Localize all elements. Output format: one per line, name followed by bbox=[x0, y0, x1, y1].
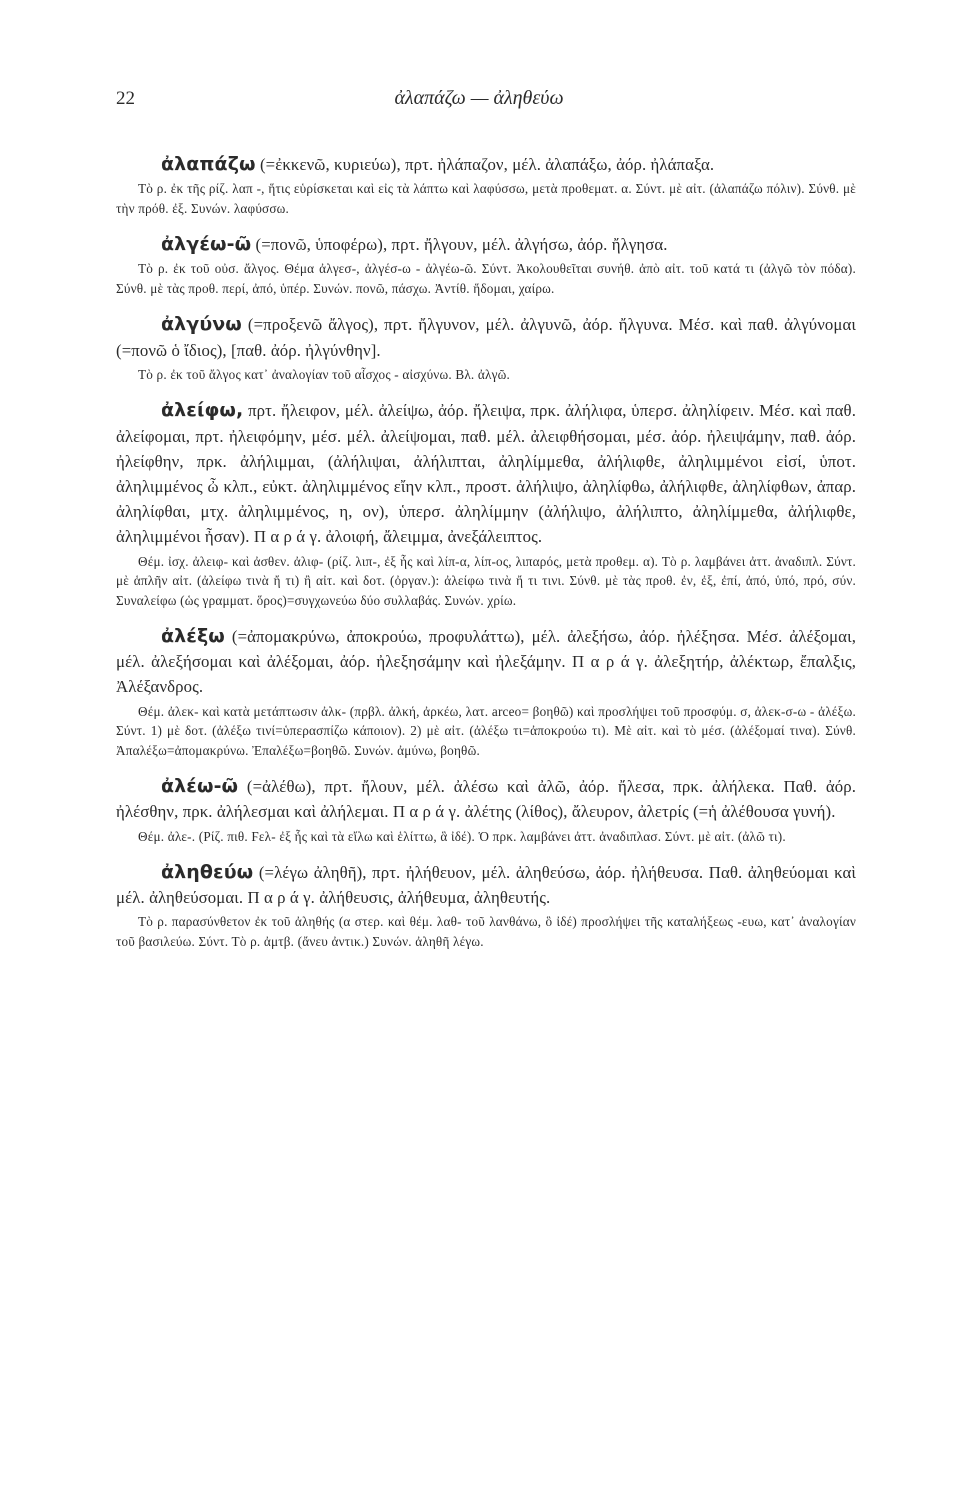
entry-grammar: (=πονῶ, ὑποφέρω), πρτ. ἤλγουν, μέλ. ἀλγήσω, ἀόρ. ἤλγησα. bbox=[251, 235, 668, 255]
entry-grammar: (=λέγω ἀληθῆ), πρτ. ἠλήθευον, μέλ. ἀληθεύσω, ἀόρ. ἠλήθευσα. Παθ. ἀληθεύομαι καὶ μέλ. ἀληθεύσομαι. Π α ρ ά γ. ἀλήθευσις, ἀλήθευμα, ἀληθευτής. bbox=[116, 863, 856, 908]
entry-definition bbox=[116, 624, 856, 700]
entry-definition bbox=[116, 232, 856, 257]
dictionary-entry bbox=[116, 860, 856, 951]
entry-headword: ἀληθεύω bbox=[161, 861, 254, 884]
dictionary-entry bbox=[116, 774, 856, 846]
entry-list bbox=[116, 152, 856, 965]
entry-etymology-note: Τὸ ρ. ἐκ τοῦ οὐσ. ἄλγος. Θέμα ἀλγεσ-, ἀλγέσ-ω - ἀλγέω-ῶ. Σύντ. Ἀκολουθεῖται συνήθ. ἀπὸ αἰτ. τοῦ κατά τι (ἀλγῶ τὸν πόδα). Σύνθ. μὲ τὰς προθ. περί, ἀπό, ὑπέρ. Συνών. πονῶ, πάσχω. Ἀντίθ. ἥδομαι, χαίρω. bbox=[116, 261, 856, 296]
entry-etymology-note: Θέμ. ἀλε-. (Ρίζ. πιθ. Ϝελ- ἐξ ἧς καὶ τὰ εἴλω καὶ ἑλίττω, ἃ ἰδέ). Ὁ πρκ. λαμβάνει ἀττ. ἀναδιπλασ. Σύντ. μὲ αἰτ. (ἀλῶ τι). bbox=[138, 828, 786, 844]
entry-grammar: (=ἐκκενῶ, κυριεύω), πρτ. ἠλάπαζον, μέλ. ἀλαπάξω, ἀόρ. ἠλάπαξα. bbox=[255, 155, 715, 174]
entry-headword: ἀλγέω-ῶ bbox=[161, 233, 252, 256]
page-number: 22 bbox=[116, 88, 135, 109]
entry-grammar: (=ἀλέθω), πρτ. ἤλουν, μέλ. ἀλέσω καὶ ἀλῶ, ἀόρ. ἤλεσα, πρκ. ἀλήλεκα. Παθ. ἀόρ. ἠλέσθην, πρκ. ἀλήλεσμαι καὶ ἀλήλεμαι. Π α ρ ά γ. ἀλέτης (λίθος), ἄλευρον, ἀλετρίς (=ἡ ἀλέθουσα γυνή). bbox=[116, 777, 856, 822]
entry-definition bbox=[116, 398, 856, 549]
entry-etymology-note: Τὸ ρ. ἐκ τοῦ ἄλγος κατ᾽ ἀναλογίαν τοῦ αἶσχος - αἰσχύνω. Βλ. ἀλγῶ. bbox=[138, 366, 511, 382]
entry-etymology-note: Τὸ ρ. παρασύνθετον ἐκ τοῦ ἀληθής (α στερ. καὶ θέμ. λαθ- τοῦ λανθάνω, ὃ ἰδέ) προσλήψει τῆς καταλήξεως -ευω, κατ᾽ ἀναλογίαν τοῦ βασιλεύω. Σύντ. Τὸ ρ. ἀμτβ. (ἄνευ ἀντικ.) Συνών. ἀληθῆ λέγω. bbox=[116, 914, 856, 949]
entry-headword: ἀλαπάζω bbox=[161, 153, 256, 175]
dictionary-entry bbox=[116, 312, 856, 384]
running-head: ἀλαπάζω — ἀληθεύω bbox=[394, 87, 564, 109]
dictionary-entry bbox=[116, 398, 856, 610]
entry-grammar: (=προξενῶ ἄλγος), πρτ. ἤλγυνον, μέλ. ἀλγυνῶ, ἀόρ. ἤλγυνα. Μέσ. καὶ παθ. ἀλγύνομαι (=πονῶ ὁ ἴδιος), [παθ. ἀόρ. ἠλγύνθην]. bbox=[116, 315, 856, 360]
entry-grammar: (=ἀπομακρύνω, ἀποκρούω, προφυλάττω), μέλ. ἀλεξήσω, ἀόρ. ἠλέξησα. Μέσ. ἀλέξομαι, μέλ. ἀλεξήσομαι καὶ ἀλέξομαι, ἀόρ. ἠλεξησάμην καὶ ἠλεξάμην. Π α ρ ά γ. ἀλεξητήρ, ἀλέκτωρ, ἔπαλξις, Ἀλέξανδρος. bbox=[116, 627, 856, 697]
entry-definition bbox=[116, 774, 856, 824]
entry-definition bbox=[116, 860, 856, 910]
entry-etymology-note: Θέμ. ἰσχ. ἀλειφ- καὶ ἀσθεν. ἀλιφ- (ρίζ. λιπ-, ἐξ ἧς καὶ λίπ-α, λίπ-ος, λιπαρός, μετὰ προθεμ. α). Τὸ ρ. λαμβάνει ἀττ. ἀναδιπλ. Σύντ. μὲ ἁπλῆν αἰτ. (ἀλείφω τινὰ ἤ τι) ἢ αἰτ. καὶ δοτ. (ὀργαν.): ἀλείφω τινὰ ἤ τι τινι. Σύνθ. μὲ τὰς προθ. ἐν, ἐξ, ἐπί, ἀπό, ὑπό, πρό, σύν. Συναλείφω (ὡς γραμματ. ὅρος)=συγχωνεύω δύο συλλαβάς. Συνών. χρίω. bbox=[116, 553, 856, 608]
dictionary-entry bbox=[116, 624, 856, 760]
entry-headword: ἀλείφω, bbox=[161, 399, 244, 422]
entry-etymology-note: Τὸ ρ. ἐκ τῆς ρίζ. λαπ -, ἥτις εὑρίσκεται καὶ εἰς τὰ λάπτω καὶ λαφύσσω, μετὰ προθεματ. α. Σύντ. μὲ αἰτ. (ἀλαπάζω πόλιν). Σύνθ. μὲ τὴν πρόθ. ἐξ. Συνών. λαφύσσω. bbox=[116, 181, 856, 216]
entry-headword: ἀλέω-ῶ bbox=[161, 775, 239, 798]
entry-etymology-note: Θέμ. ἀλεκ- καὶ κατὰ μετάπτωσιν ἀλκ- (πρβλ. ἀλκή, ἀρκέω, λατ. arceo= βοηθῶ) καὶ προσλήψει τοῦ προσφύμ. σ, ἀλεκ-σ-ω - ἀλέξω. Σύντ. 1) μὲ δοτ. (ἀλέξω τινί=ὑπερασπίζω κάποιον). 2) μὲ αἰτ. (ἀλέξω τι=ἀποκρούω τι). Μὲ αἰτ. καὶ τὸ μέσ. (ἀλέξομαί τινα). Σύνθ. Ἀπαλέξω=ἀπομακρύνω. Ἐπαλέξω=βοηθῶ. Συνών. ἀμύνω, βοηθῶ. bbox=[116, 703, 856, 758]
entry-headword: ἀλγύνω bbox=[161, 313, 242, 336]
entry-grammar: πρτ. ἤλειφον, μέλ. ἀλείψω, ἀόρ. ἤλειψα, πρκ. ἀλήλιφα, ὑπερσ. ἀληλίφειν. Μέσ. καὶ παθ. ἀλείφομαι, πρτ. ἠλειφόμην, μέσ. μέλ. ἀλείψομαι, παθ. μέλ. ἀλειφθήσομαι, μέσ. ἀόρ. ἠλειψάμην, παθ. ἀόρ. ἠλείφθην, πρκ. ἀλήλιμμαι, (ἀλήλιψαι, ἀλήλιπται, ἀληλίμμεθα, ἀλήλιφθε, ἀληλιμμένοι εἰσί, ὑποτ. ἀληλιμμένος ὦ κλπ., εὐκτ. ἀληλιμμένος εἴην κλπ., προστ. ἀλήλιψο, ἀληλίφθω, ἀλήλιφθε, ἀληλίφθων, ἀπαρ. ἀληλίφθαι, μτχ. ἀληλιμμένος, η, ον), ὑπερσ. ἀληλίμμην (ἀλήλιψο, ἀλήλιπτο, ἀληλίμμεθα, ἀλήλιφθε, ἀληλιμμένοι ἦσαν). Π α ρ ά γ. ἀλοιφή, ἄλειμμα, ἀνεξάλειπτος. bbox=[116, 401, 856, 547]
dictionary-entry bbox=[116, 232, 856, 298]
entry-definition bbox=[116, 312, 856, 362]
entry-definition bbox=[116, 152, 856, 177]
entry-headword: ἀλέξω bbox=[161, 625, 225, 648]
dictionary-entry bbox=[116, 152, 856, 218]
